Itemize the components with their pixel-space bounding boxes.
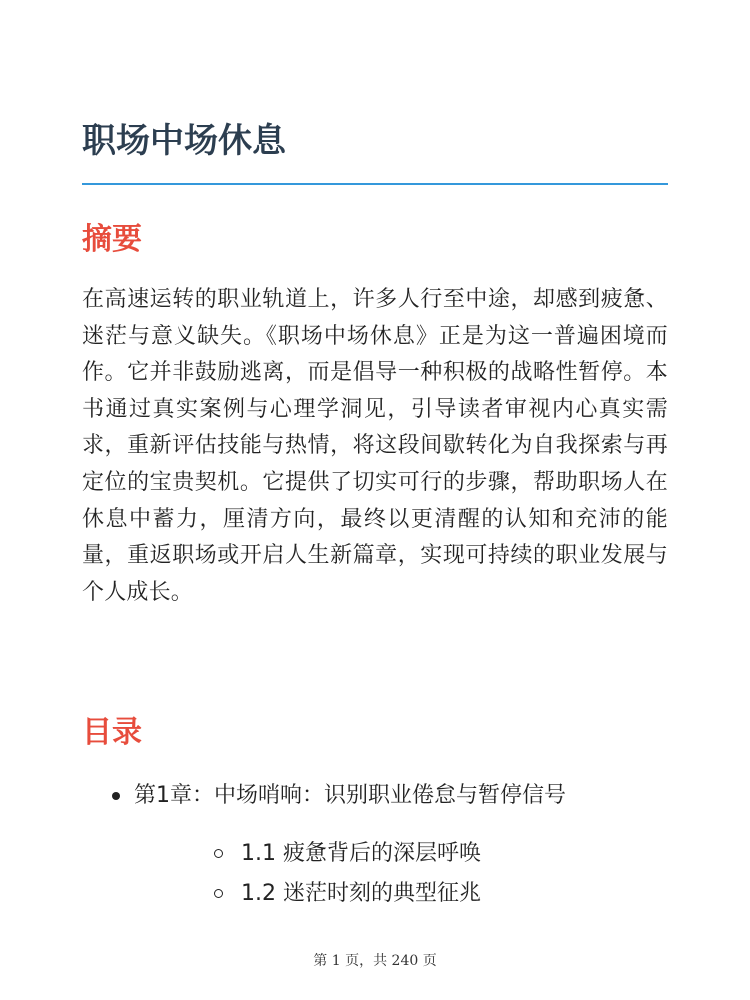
title-divider [82, 183, 668, 185]
toc-section-label: 1.2 迷茫时刻的典型征兆 [241, 881, 481, 906]
toc-heading: 目录 [82, 715, 142, 750]
bullet-circle-icon [214, 849, 223, 858]
toc-section-label: 1.1 疲惫背后的深层呼唤 [241, 841, 481, 866]
bullet-disc-icon [112, 792, 120, 800]
abstract-heading: 摘要 [82, 222, 142, 257]
toc-chapter-label: 第1章：中场哨响：识别职业倦怠与暂停信号 [134, 783, 566, 808]
toc-sublist [134, 834, 668, 914]
page-number-footer: 第 1 页，共 240 页 [313, 953, 437, 969]
toc-list [82, 776, 668, 914]
toc-section-item [186, 874, 668, 914]
toc-section-item [186, 834, 668, 874]
document-title: 职场中场休息 [82, 121, 286, 161]
toc-chapter-item [82, 776, 668, 914]
bullet-circle-icon [214, 889, 223, 898]
abstract-paragraph: 在高速运转的职业轨道上，许多人行至中途，却感到疲惫、迷茫与意义缺失。《职场中场休息》正是为这一普遍困境而作。它并非鼓励逃离，而是倡导一种积极的战略性暂停。本书通过真实案例与心理学洞见，引导读者审视内心真实需求，重新评估技能与热情，将这段间歇转化为自我探索与再定位的宝贵契机。它提供了切实可行的步骤，帮助职场人在休息中蓄力，厘清方向，最终以更清醒的认知和充沛的能量，重返职场或开启人生新篇章，实现可持续的职业发展与个人成长。 [82, 287, 668, 605]
